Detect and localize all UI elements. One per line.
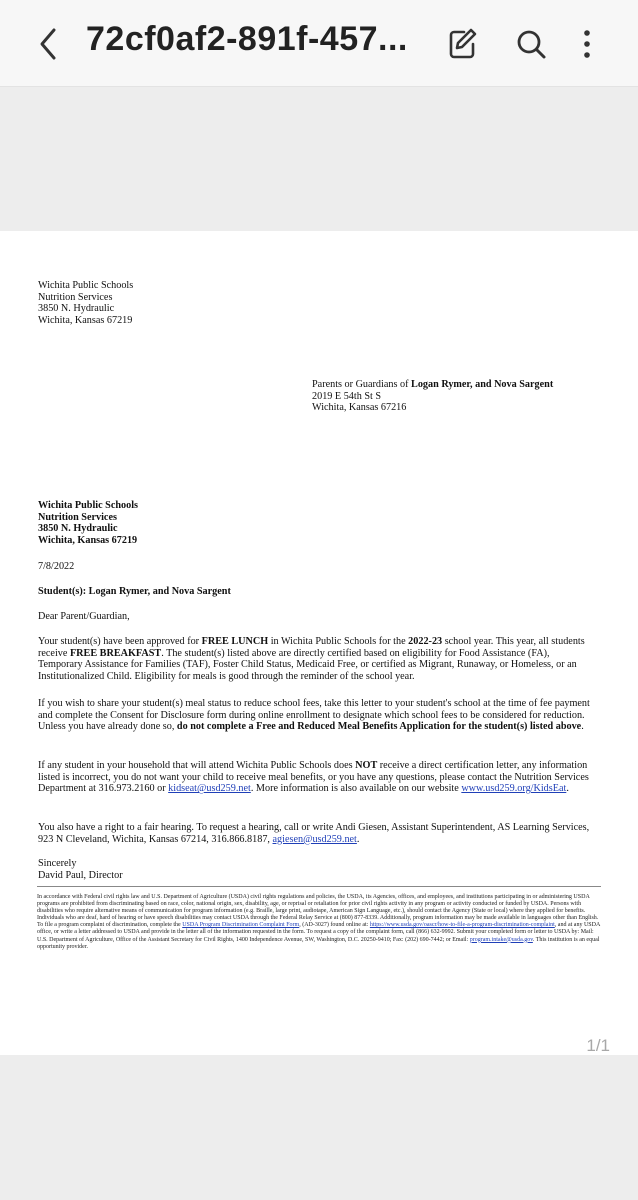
recipient-address bbox=[312, 379, 553, 414]
back-chevron-icon[interactable] bbox=[30, 22, 70, 66]
school-year-text: 2022-23 bbox=[408, 636, 443, 647]
text: . bbox=[566, 783, 569, 795]
letterhead-address bbox=[38, 280, 133, 326]
text: In accordance with Federal civil rights law and U.S. Department of Agriculture (USDA) civil rights regulations and policies, the USDA, its Agencies, offices, and employees, and institutions participating in or administering USDA programs are prohibited from discriminating based on race, color, national origin, sex, disability, age, or reprisal or retaliation for prior civil rights activity in any program or activity conducted or funded by USDA. Persons with disabilities who require alternative means of communication for program information (e.g. Braille, large print, audiotape, American Sign Language, etc.), should contact the Agency (State or local) where they applied for benefits. Individuals who are deaf, hard of hearing or have speech disabilities may contact USDA through the Federal Relay Service at (800) 877-8339. Additionally, program information may be made available in languages other than English. To file a program complaint of discrimination, complete the bbox=[37, 894, 599, 929]
letterhead-line: Wichita, Kansas 67219 bbox=[38, 314, 133, 326]
free-lunch-text: FREE LUNCH bbox=[201, 636, 269, 647]
nondiscrimination-statement bbox=[37, 894, 603, 951]
paragraph-hearing bbox=[38, 822, 598, 845]
text: You also have a right to a fair hearing. To request a hearing, call or write Andi Giesen, Assistant Superintendent, AS Learning Services, 923 N Cleveland, Wichita, Kansas 67214, 316.866.8187, bbox=[38, 822, 590, 845]
recipient-names: Logan Rymer, and Nova Sargent bbox=[411, 379, 554, 390]
paragraph-fees bbox=[38, 698, 598, 733]
text: , (AD-3027) found online at: bbox=[299, 922, 370, 929]
students-line: Student(s): Logan Rymer, and Nova Sargent bbox=[38, 586, 231, 597]
sender-line: 3850 N. Hydraulic bbox=[38, 523, 118, 535]
search-icon[interactable] bbox=[511, 22, 551, 66]
sender-line: Nutrition Services bbox=[38, 511, 117, 523]
usda-complaint-url-link[interactable]: https://www.usda.gov/oascr/how-to-file-a-program-discrimination-complaint bbox=[369, 922, 555, 929]
letter-date: 7/8/2022 bbox=[38, 561, 75, 572]
recipient-street: 2019 E 54th St S bbox=[312, 390, 382, 402]
not-text: NOT bbox=[355, 760, 378, 771]
text: school year. This year, all students receive bbox=[38, 636, 585, 659]
agiesen-email-link[interactable]: agiesen@usd259.net bbox=[272, 833, 357, 845]
complaint-form-link[interactable]: USDA Program Discrimination Complaint Form bbox=[182, 922, 300, 929]
text: If you wish to share your student(s) meal status to reduce school fees, take this letter to your student's school at the time of fee payment and complete the Consent for Disclosure form during online enrollment to designate which school fees to be considered for reduction. Unless you have already done so, bbox=[38, 698, 590, 733]
closing: Sincerely bbox=[38, 858, 77, 869]
recipient-line bbox=[312, 379, 553, 391]
divider bbox=[37, 886, 601, 887]
text: . The student(s) listed above are directly certified based on eligibility for Food Assistance (FA), Temporary Assistance for Families (TAF), Foster Child Status, Medicaid Free, or certified as Migrant, Runaway, or Homeless, or an Institutionalized Child. Eligibility for meals is good through the reminder of the school year. bbox=[38, 647, 577, 682]
edit-icon[interactable] bbox=[442, 22, 482, 66]
sender-line: Wichita Public Schools bbox=[38, 500, 139, 511]
kidseat-email-link[interactable]: kidseat@usd259.net bbox=[168, 783, 251, 795]
free-breakfast-text: FREE BREAKFAST bbox=[69, 647, 162, 659]
salutation: Dear Parent/Guardian, bbox=[38, 611, 130, 622]
program-intake-email-link[interactable]: program.intake@usda.gov bbox=[469, 936, 533, 943]
text: Your student(s) have been approved for bbox=[38, 636, 202, 647]
letterhead-line: Nutrition Services bbox=[38, 291, 113, 303]
letterhead-line: 3850 N. Hydraulic bbox=[38, 303, 115, 315]
text: receive a direct certification letter, any information listed is incorrect, you do not want your child to receive meal benefits, or you have any questions, please contact the Nutrition Services Department at 316.973.2160 or bbox=[38, 760, 589, 795]
signature-block bbox=[38, 858, 123, 881]
text: . More information is also available on our website bbox=[250, 783, 462, 795]
text: . bbox=[581, 721, 584, 733]
sender-line: Wichita, Kansas 67219 bbox=[38, 534, 138, 546]
signer: David Paul, Director bbox=[38, 869, 123, 881]
document-title: 72cf0af2-891f-457... bbox=[86, 20, 408, 58]
paragraph-contact bbox=[38, 760, 596, 795]
page-indicator: 1/1 bbox=[586, 1036, 610, 1055]
sender-address bbox=[38, 500, 138, 546]
kidseat-website-link[interactable]: www.usd259.org/KidsEat bbox=[461, 783, 567, 795]
text: . bbox=[356, 833, 360, 845]
do-not-complete-text: do not complete a Free and Reduced Meal Benefits Application for the student(s) listed above bbox=[176, 721, 582, 733]
text: in Wichita Public Schools for the bbox=[268, 636, 409, 647]
text: If any student in your household that will attend Wichita Public Schools does bbox=[38, 760, 356, 771]
paragraph-approval bbox=[38, 636, 596, 682]
more-vert-icon[interactable] bbox=[567, 22, 607, 66]
text: , and at any USDA office, or write a letter addressed to USDA and provide in the letter all of the information requested in the form. To request a copy of the complaint form, call (866) 632-9992. Submit your completed form or letter to USDA by: Mail: U.S. Department of Agriculture, Office of the Assistant Secretary for Civil Rights, 1400 Independence Avenue, SW, Washington, D.C. 20250-9410; Fax: (202) 690-7442; or Email: bbox=[37, 922, 600, 943]
recipient-city: Wichita, Kansas 67216 bbox=[312, 402, 407, 414]
app-bar bbox=[0, 0, 638, 87]
letterhead-line: Wichita Public Schools bbox=[38, 280, 134, 291]
text: . This institution is an equal opportunity provider. bbox=[37, 936, 600, 950]
recipient-prefix: Parents or Guardians of bbox=[312, 379, 412, 390]
